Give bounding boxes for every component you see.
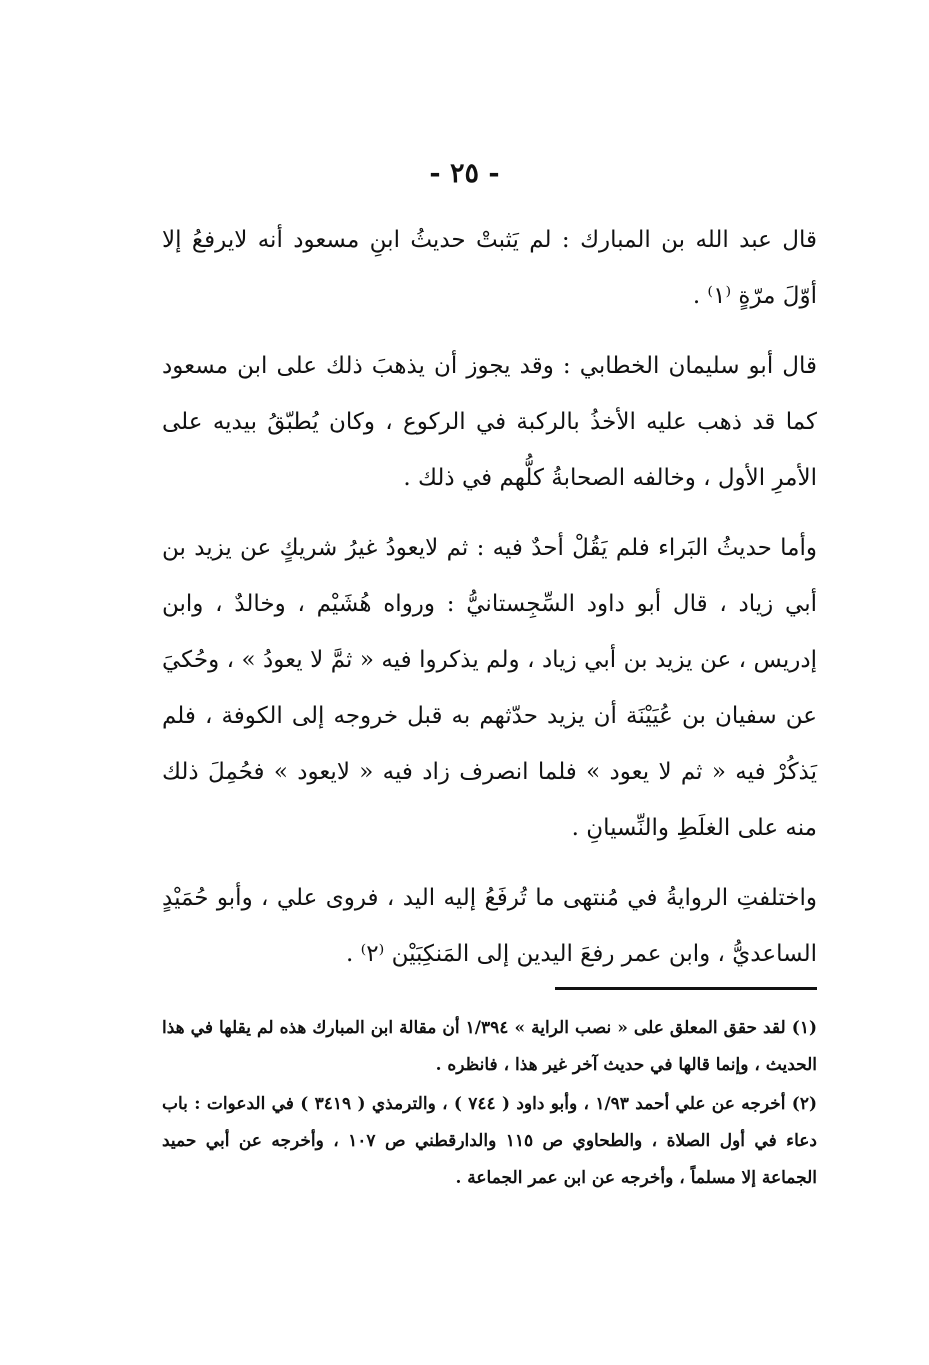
footnote-2: (٢) أخرجه عن علي أحمد ١/٩٣ ، وأبو داود ( ٧٤٤ ) ، والترمذي ( ٣٤١٩ ) في الدعوات : باب دعاء في أول الصلاة ، والطحاوي ص ١١٥ والدارقطني ص ١٠٧ ، وأخرجه عن أبي حميد الجماعة إلا مسلماً ، وأخرجه عن ابن عمر الجماعة . — [162, 1094, 818, 1188]
paragraph-khattabi-quote: قال أبو سليمان الخطابي : وقد يجوز أن يذهبَ ذلك على ابن مسعود كما قد ذهب عليه الأخذُ بالركبة في الركوع ، وكان يُطبّقُ بيديه على الأمرِ الأول ، وخالفه الصحابةُ كلُّهم في ذلك . — [162, 353, 817, 491]
paragraph-ibn-mubarak-quote: قال عبد الله بن المبارك : لم يَثبتْ حديثُ ابنِ مسعود أنه لايرفعُ إلا أوّلَ مرّةٍ ⁽١⁾ . — [162, 227, 817, 309]
footnote-1: (١) لقد حقق المعلق على « نصب الراية » ١/٣٩٤ أن مقالة ابن المبارك هذه لم يقلها في هذا الحديث ، وإنما قالها في حديث آخر غير هذا ، فانظره . — [162, 1018, 817, 1075]
paragraph-bara-hadith: وأما حديثُ البَراء فلم يَقُلْ أحدٌ فيه : ثم لايعودُ غيرُ شريكٍ عن يزيد بن أبي زياد ، قال أبو داود السِّجِستانيُّ : ورواه هُشَيْم ، وخالدٌ ، وابن إدريس ، عن يزيد بن أبي زياد ، ولم يذكروا فيه « ثمَّ لا يعودُ » ، وحُكيَ عن سفيان بن عُيَيْنَة أن يزيد حدّثهم به قبل خروجه إلى الكوفة ، فلم يَذكُرْ فيه « ثم لا يعود » فلما انصرف زاد فيه « لايعود » فحُمِلَ ذلك منه على الغلَطِ والنِّسيانِ . — [162, 535, 817, 841]
body-text — [162, 212, 817, 982]
page-number: - ٢٥ - — [429, 158, 500, 189]
footnotes — [162, 1010, 817, 1197]
footnote-separator — [555, 987, 817, 990]
paragraph-raising-hands: واختلفتِ الروايةُ في مُنتهى ما تُرفَعُ إليه اليد ، فروى علي ، وأبو حُمَيْدٍ الساعديُّ ، وابن عمر رفعَ اليدين إلى المَنكِبَيْن ⁽٢⁾ . — [162, 885, 817, 967]
